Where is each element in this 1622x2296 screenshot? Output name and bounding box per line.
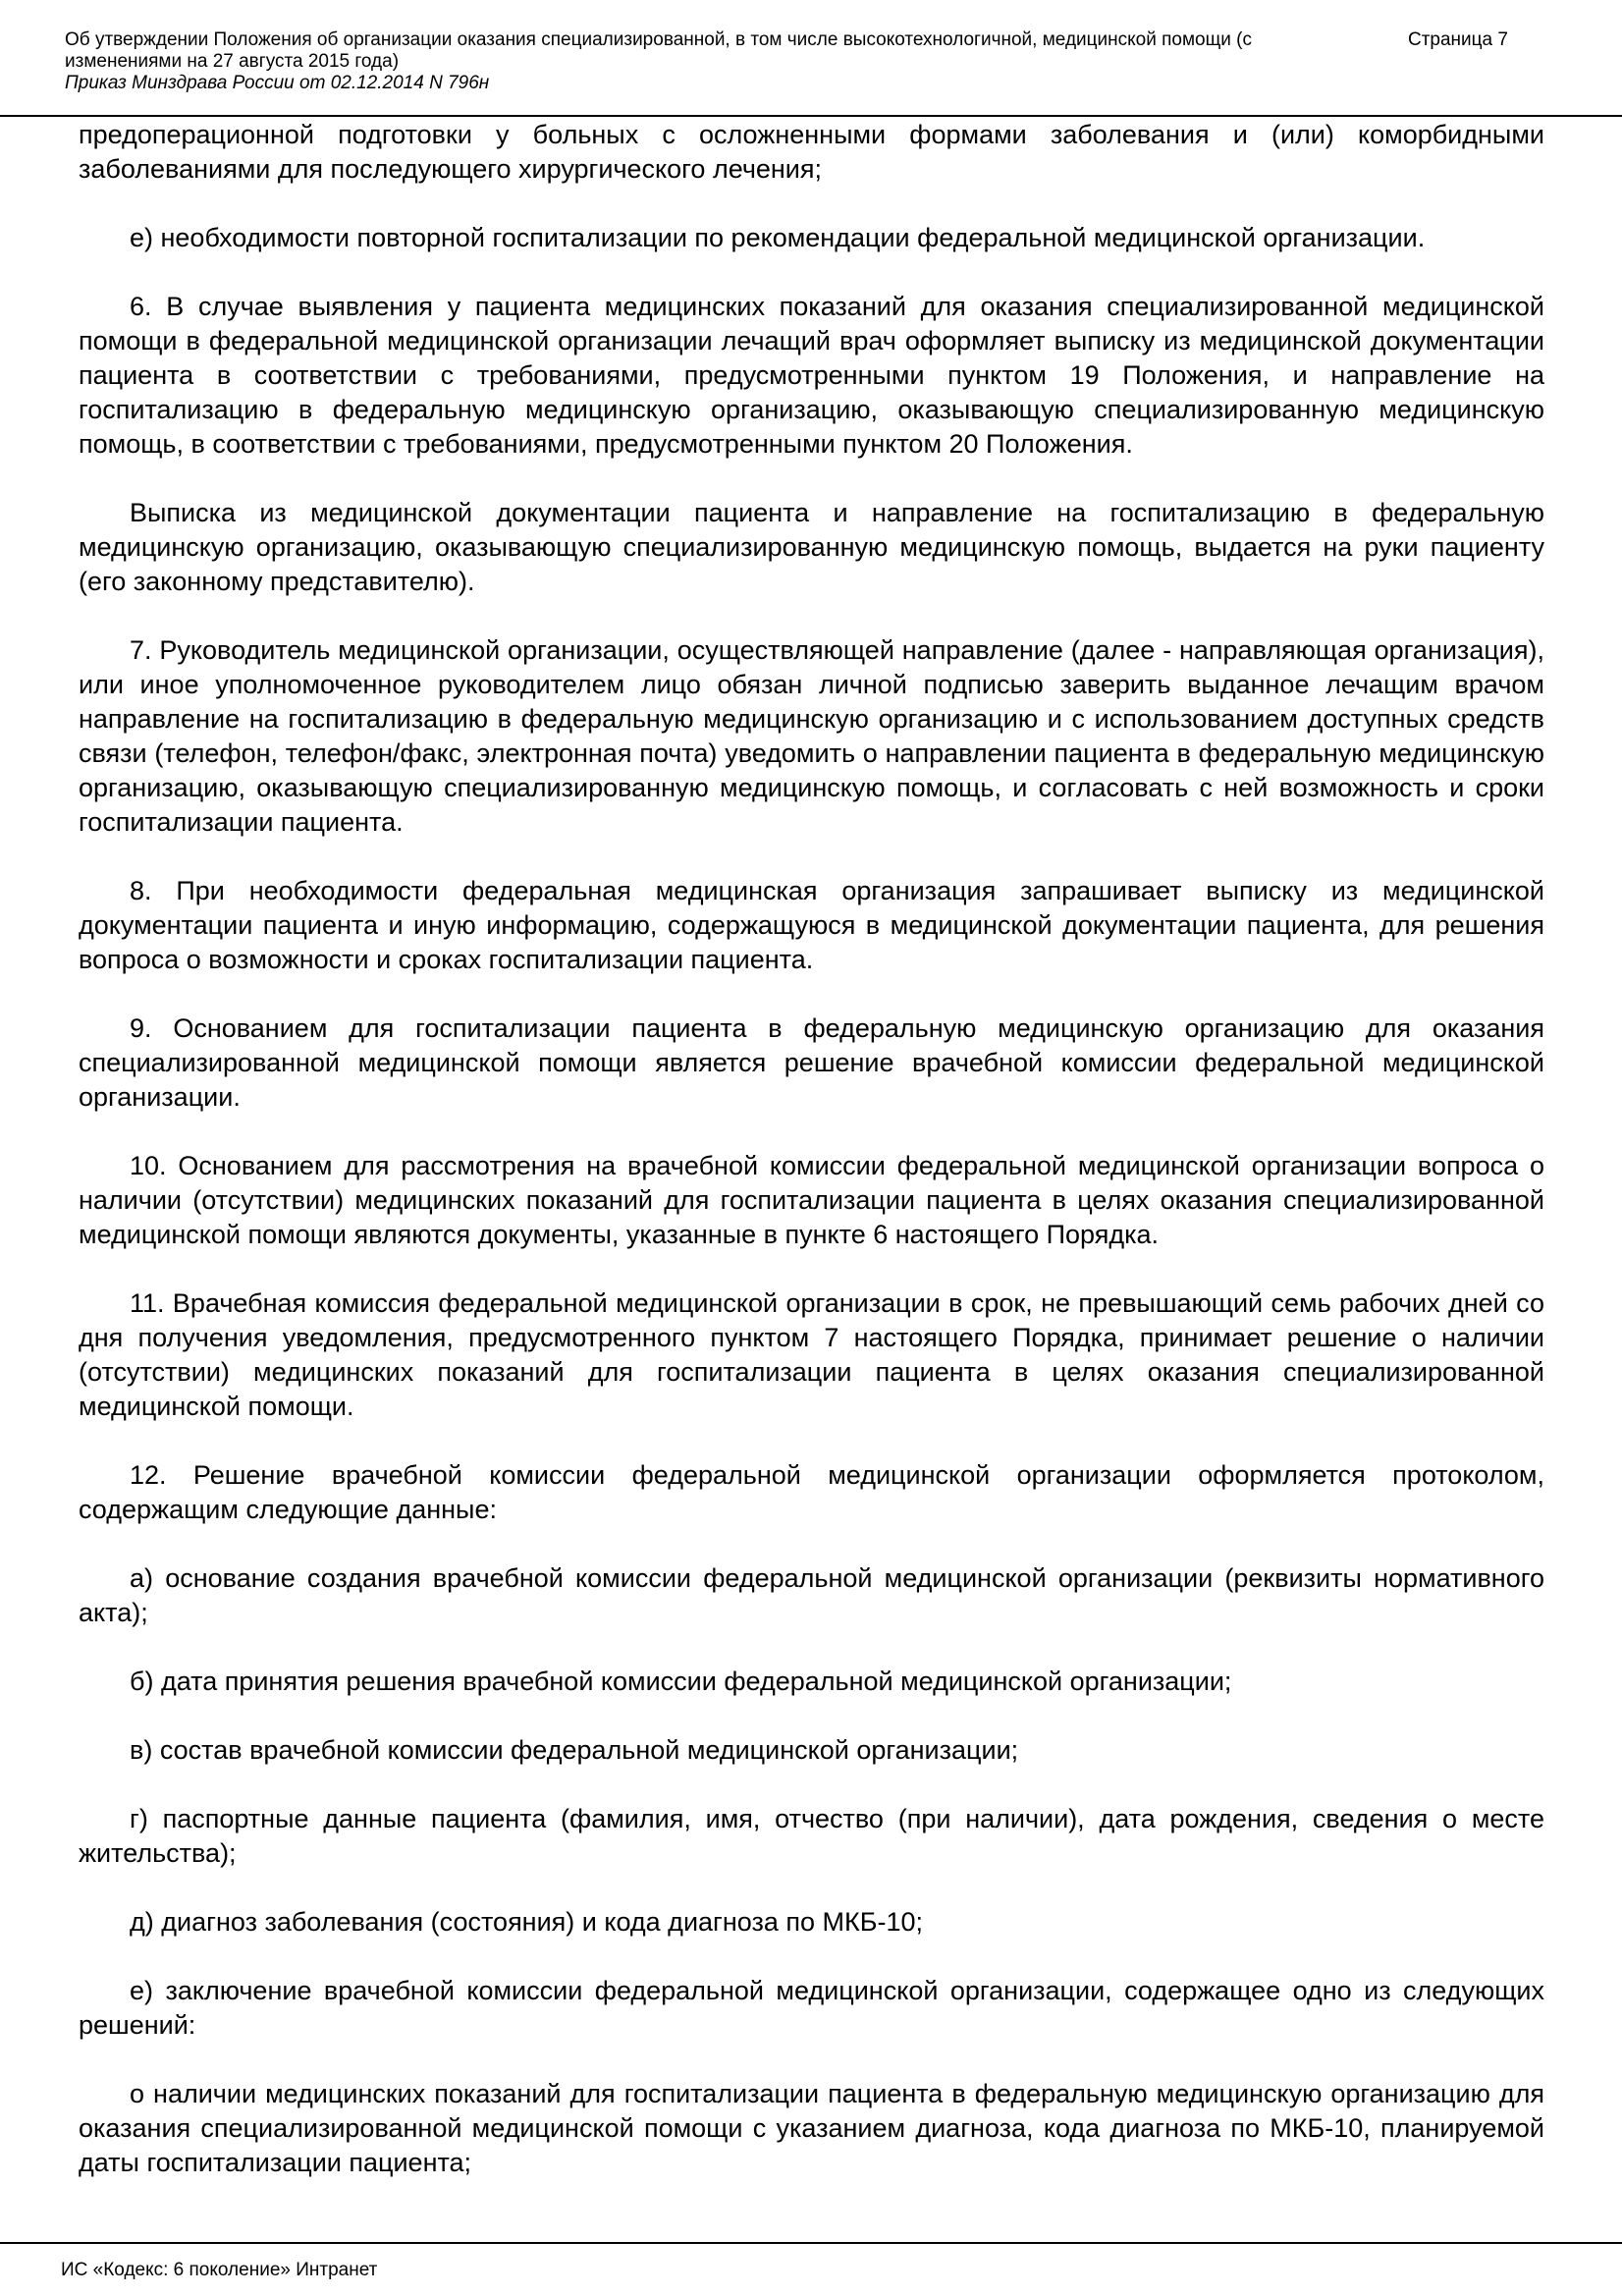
- paragraph-item-e: е) необходимости повторной госпитализации по рекомендации федеральной медицинской организации.: [130, 223, 1426, 252]
- page-header: [65, 29, 1538, 94]
- paragraph-11: 11. Врачебная комиссия федеральной медицинской организации в срок, не превышающий семь рабочих дней со дня получения уведомления, предусмотренного пунктом 7 настоящего Порядка, принимает решение о наличии (отсутствии) медицинских показаний для госпитализации пациента в целях оказания специализированной медицинской помощи.: [79, 1288, 1544, 1421]
- paragraph-12-g: г) паспортные данные пациента (фамилия, имя, отчество (при наличии), дата рождения, сведения о месте жительства);: [79, 1804, 1544, 1868]
- page-footer: ИС «Кодекс: 6 поколение» Интранет: [61, 2260, 378, 2280]
- header-divider: [0, 115, 1622, 117]
- paragraph-6: 6. В случае выявления у пациента медицинских показаний для оказания специализированной медицинской помощи в федеральной медицинской организации лечащий врач оформляет выписку из медицинской документации пациента в соответствии с требованиями, предусмотренными пунктом 19 Положения, и направление на госпитализацию в федеральную медицинскую организацию, оказывающую специализированную медицинскую помощь, в соответствии с требованиями, предусмотренными пунктом 20 Положения.: [79, 292, 1544, 459]
- paragraph-6-extract: Выписка из медицинской документации пациента и направление на госпитализацию в федеральную медицинскую организацию, оказывающую специализированную медицинскую помощь, выдается на руки пациенту (его законному представителю).: [79, 498, 1544, 596]
- paragraph-9: 9. Основанием для госпитализации пациента в федеральную медицинскую организацию для оказания специализированной медицинской помощи является решение врачебной комиссии федеральной медицинской организации.: [79, 1013, 1544, 1112]
- paragraph-7: 7. Руководитель медицинской организации, осуществляющей направление (далее - направляющая организация), или иное уполномоченное руководителем лицо обязан личной подписью заверить выданное лечащим врачом направление на госпитализацию в федеральную медицинскую организацию и с использованием доступных средств связи (телефон, телефон/факс, электронная почта) уведомить о направлении пациента в федеральную медицинскую организацию, оказывающую специализированную медицинскую помощь, и согласовать с ней возможность и сроки госпитализации пациента.: [79, 635, 1544, 837]
- paragraph-12-d: д) диагноз заболевания (состояния) и кода диагноза по МКБ-10;: [130, 1907, 924, 1937]
- paragraph-decision-positive: о наличии медицинских показаний для госпитализации пациента в федеральную медицинскую организацию для оказания специализированной медицинской помощи с указанием диагноза, кода диагноза по МКБ-10, планируемой даты госпитализации пациента;: [79, 2079, 1544, 2177]
- document-body: [79, 118, 1544, 2214]
- paragraph-12: 12. Решение врачебной комиссии федеральной медицинской организации оформляется протоколом, содержащим следующие данные:: [79, 1460, 1544, 1524]
- paragraph-10: 10. Основанием для рассмотрения на врачебной комиссии федеральной медицинской организации вопроса о наличии (отсутствии) медицинских показаний для госпитализации пациента в целях оказания специализированной медицинской помощи являются документы, указанные в пункте 6 настоящего Порядка.: [79, 1151, 1544, 1249]
- page-number: Страница 7: [1408, 29, 1508, 50]
- paragraph-8: 8. При необходимости федеральная медицинская организация запрашивает выписку из медицинской документации пациента и иную информацию, содержащуюся в медицинской документации пациента, для решения вопроса о возможности и сроках госпитализации пациента.: [79, 876, 1544, 974]
- paragraph-12-b: б) дата принятия решения врачебной комиссии федеральной медицинской организации;: [130, 1667, 1232, 1696]
- paragraph-continuation: предоперационной подготовки у больных с осложненными формами заболевания и (или) коморбидными заболеваниями для последующего хирургического лечения;: [79, 120, 1544, 184]
- paragraph-12-v: в) состав врачебной комиссии федеральной медицинской организации;: [130, 1735, 1019, 1765]
- document-title: Об утверждении Положения об организации оказания специализированной, в том числе высокотехнологичной, медицинской помощи (с изменениями на 27 августа 2015 года): [65, 29, 1252, 72]
- order-reference: Приказ Минздрава России от 02.12.2014 N 796н: [65, 73, 490, 93]
- paragraph-12-e: е) заключение врачебной комиссии федеральной медицинской организации, содержащее одно из следующих решений:: [79, 1976, 1544, 2040]
- footer-divider: [0, 2242, 1622, 2244]
- paragraph-12-a: а) основание создания врачебной комиссии федеральной медицинской организации (реквизиты нормативного акта);: [79, 1563, 1544, 1627]
